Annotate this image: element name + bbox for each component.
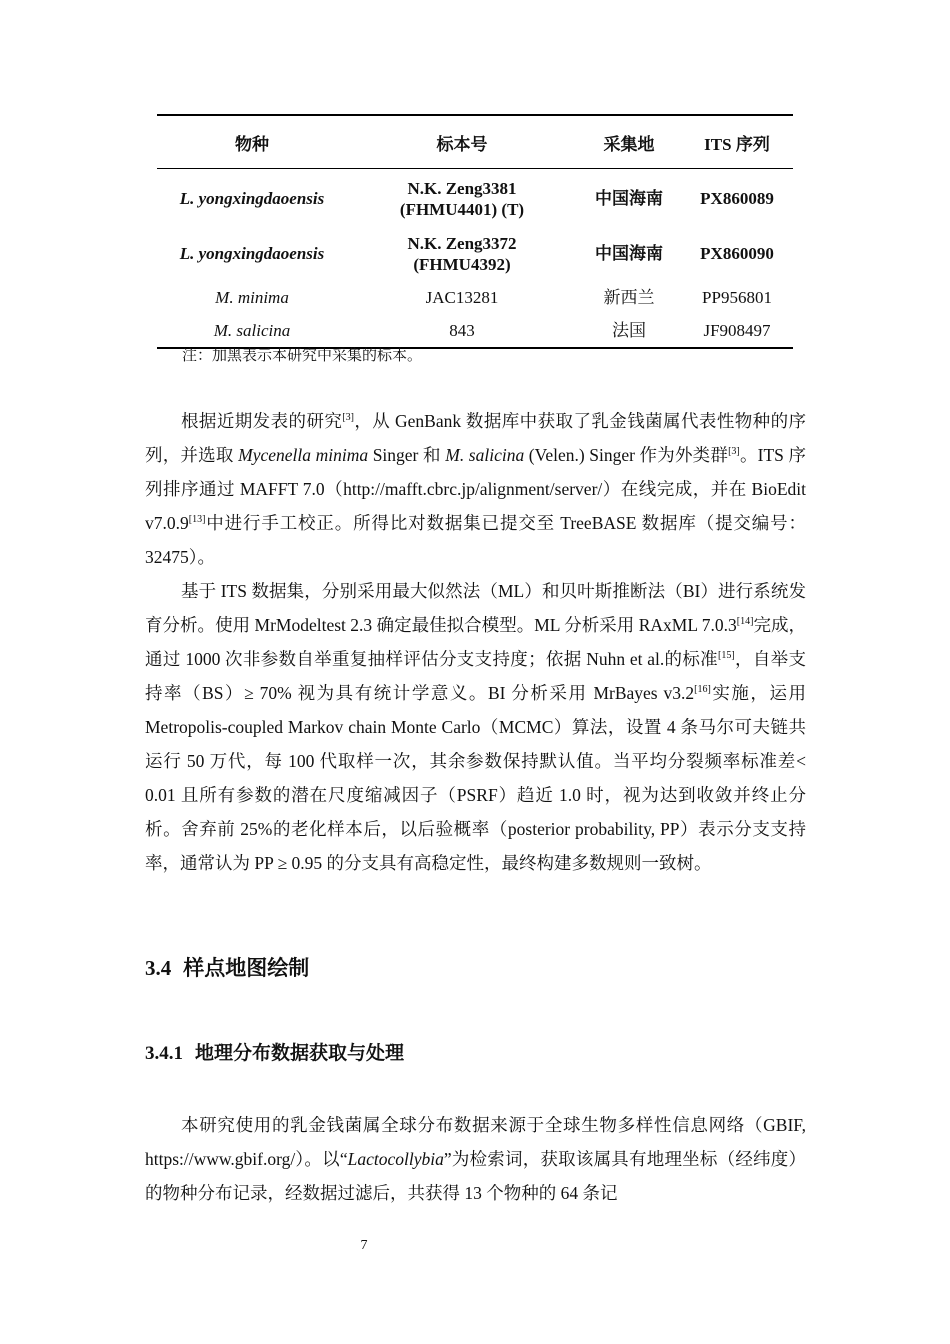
species-name: Mycenella minima	[238, 445, 369, 465]
cell-species: L. yongxingdaoensis	[179, 244, 325, 263]
text-run: 基于 ITS 数据集，分别采用最大似然法（ML）和贝叶斯推断法（BI）进行系统发育分析。使用 MrModeltest 2.3 确定最佳拟合模型。ML 分析采用 RAxML 7.0.3	[145, 581, 806, 635]
cell-locality: 新西兰	[603, 288, 655, 307]
citation: [14]	[736, 616, 754, 627]
specimen-line: (FHMU4401) (T)	[399, 199, 525, 219]
cell-species: L. yongxingdaoensis	[179, 189, 325, 208]
table-row	[157, 169, 793, 227]
table-row	[157, 281, 793, 314]
text-run: ，从 GenBank 数据库中获取了乳金钱菌属代表性物种的序列，并选取	[145, 411, 807, 465]
cell-species: M. salicina	[213, 321, 291, 340]
citation: [16]	[694, 684, 711, 695]
page-number: 7	[360, 1238, 368, 1253]
text-run: 实施，运用 Metropolis-coupled Markov chain Monte Carlo（MCMC）算法，设置 4 条马尔可夫链共运行 50 万代，每 100 代取样一次，其余参数保持默认值。当平均分裂频率标准差< 0.01 且所有参数的潜在尺度缩减因子（PSRF）趋近 1.0 时，视为达到收敛并终止分析。舍弃前 25%的老化样本后，以后验概率（posterior probability, PP）表示分支支持率，通常认为 PP ≥ 0.95 的分支具有高稳定性，最终构建多数规则一致树。	[145, 683, 806, 873]
section-heading	[145, 950, 309, 986]
cell-its: PP956801	[702, 288, 772, 307]
table-header-row	[157, 115, 793, 169]
cell-specimen: 843	[449, 321, 475, 340]
cell-locality: 法国	[612, 321, 646, 340]
paragraph-gbif	[145, 1108, 806, 1210]
citation: [3]	[728, 446, 740, 457]
citation: [15]	[718, 650, 735, 661]
text-run: Singer 和	[368, 445, 446, 465]
cell-species: M. minima	[215, 288, 289, 307]
specimen-line: (FHMU4392)	[413, 254, 511, 274]
text-run: 本研究使用的乳金钱菌属全球分布数据来源于全球生物多样性信息网络（GBIF, https://www.gbif.org/）。以“	[145, 1115, 806, 1169]
subsection-number: 3.4.1	[145, 1043, 183, 1064]
subsection-heading	[145, 1038, 404, 1070]
cell-specimen	[347, 226, 577, 281]
section-title: 样点地图绘制	[183, 956, 310, 980]
header-species: 物种	[157, 115, 347, 169]
header-specimen: 标本号	[347, 115, 577, 169]
citation: [13]	[188, 514, 206, 525]
header-its: ITS 序列	[681, 115, 793, 169]
subsection-title: 地理分布数据获取与处理	[195, 1043, 405, 1064]
text-run: 完成，通过 1000 次非参数自举重复抽样评估分支支持度；依据 Nuhn et al.的标准	[145, 615, 807, 669]
text-run: (Velen.) Singer 作为外类群	[524, 445, 729, 465]
cell-its: PX860089	[700, 189, 774, 208]
cell-its: PX860090	[700, 244, 774, 263]
cell-its: JF908497	[703, 321, 771, 340]
text-run: ，自举支持率（BS）≥ 70% 视为具有统计学意义。BI 分析采用 MrBayes v3.2	[145, 649, 806, 703]
text-run: 根据近期发表的研究	[181, 411, 343, 431]
cell-specimen	[347, 169, 577, 227]
paragraph-phylogeny	[145, 574, 806, 880]
species-name: M. salicina	[445, 445, 525, 465]
specimen-line: N.K. Zeng3372	[407, 233, 517, 253]
genus-name: Lactocollybia	[347, 1149, 444, 1169]
specimen-table	[157, 114, 793, 349]
table-note: 注：加黑表示本研究中采集的标本。	[182, 348, 423, 364]
citation: [3]	[342, 412, 354, 423]
cell-locality: 中国海南	[595, 189, 663, 208]
cell-locality: 中国海南	[595, 244, 663, 263]
header-locality: 采集地	[577, 115, 681, 169]
cell-specimen: JAC13281	[425, 288, 499, 307]
text-run: 中进行手工校正。所得比对数据集已提交至 TreeBASE 数据库（提交编号：32475）。	[145, 513, 806, 567]
paragraph-outgroup	[145, 404, 806, 574]
table-row	[157, 226, 793, 281]
text-run: 。ITS 序列排序通过 MAFFT 7.0（http://mafft.cbrc.jp/alignment/server/）在线完成，并在 BioEdit v7.0.9	[145, 445, 807, 533]
specimen-line: N.K. Zeng3381	[407, 178, 517, 198]
text-run: ”为检索词，获取该属具有地理坐标（经纬度）的物种分布记录，经数据过滤后，共获得 13 个物种的 64 条记	[145, 1149, 806, 1203]
table-row	[157, 314, 793, 348]
section-number: 3.4	[145, 956, 172, 980]
